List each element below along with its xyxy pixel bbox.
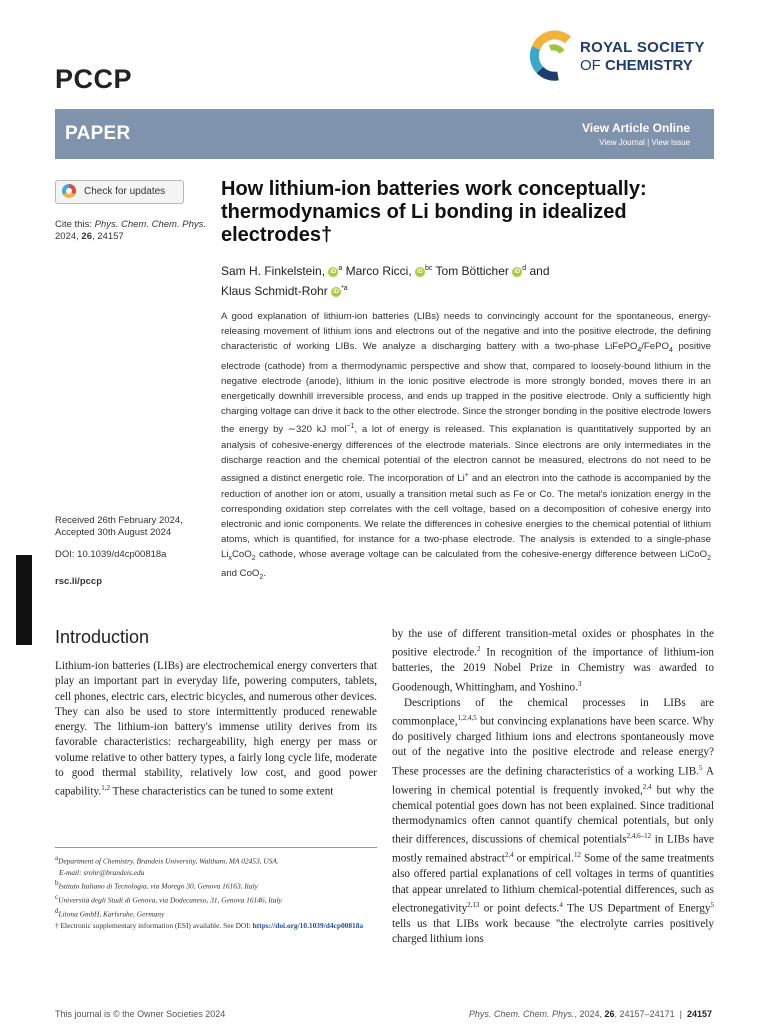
intro-column-2 [392, 627, 714, 948]
footnote-divider [55, 847, 377, 848]
article-type: PAPER [65, 123, 131, 144]
cite-this: Cite this: Phys. Chem. Chem. Phys. 2024, 26, 24157 [55, 219, 207, 242]
rsc-logo-icon [528, 30, 576, 82]
esi-doi-link[interactable]: https://doi.org/10.1039/d4cp00818a [252, 920, 364, 930]
orcid-icon[interactable]: iD [417, 268, 423, 275]
footnote-email: E-mail: srohr@brandeis.edu [59, 867, 145, 877]
footer-citation: Phys. Chem. Chem. Phys., 2024, 26, 24157–24171 | 24157 [468, 1009, 712, 1019]
section-heading-introduction: Introduction [55, 627, 150, 647]
orcid-icon[interactable]: iD [330, 268, 337, 275]
footnote-affiliation: $^b$Istituto Italiano di Tecnologia, via Morego 30, Genova 16163, Italy [55, 879, 258, 891]
view-journal-issue-links[interactable]: View Journal | View Issue [599, 138, 690, 147]
paragraph: by the use of different transition-metal oxides or phosphates in the positive electrode.$^2$ In recognition of the importance of lithium-ion batteries, the 2019 Nobel Prize in Chemistry was awarded to Goodenough, Whittingham, and Yoshino.$^3$ [392, 628, 714, 694]
footer-copyright: This journal is © the Owner Societies 2024 [55, 1009, 226, 1019]
article-title: How lithium-ion batteries work conceptually: thermodynamics of Li bonding in idealized electrodes† [221, 178, 647, 246]
received-dates: Received 26th February 2024, Accepted 30th August 2024 [55, 515, 183, 538]
page-number: 24157 [686, 1009, 712, 1019]
check-for-updates-button[interactable] [55, 180, 184, 204]
check-for-updates-label: Check for updates [84, 186, 166, 197]
author-list: Sam H. Finkelstein, iD $^a$ Marco Ricci, iD $^{bc}$ Tom Bötticher iD $^d$ and Klaus Schmidt-Rohr iD $^{*a}$ [221, 264, 550, 298]
journal-site-link[interactable]: rsc.li/pccp [55, 576, 102, 587]
crossmark-icon [62, 184, 76, 198]
esi-note: † Electronic supplementary information (ESI) available. See DOI: https://doi.org/10.1039/d4cp00818a [55, 920, 364, 930]
publisher-line-1: ROYAL SOCIETY [580, 39, 705, 56]
footnote-affiliation: $^d$Litona GmbH, Karlsruhe, Germany [55, 907, 165, 919]
paragraph: Descriptions of the chemical processes in LIBs are commonplace,$^{1,2,4,5}$ but convincing explanations have been scarce. Why do positively charged lithium ions and electrons spontaneously move out of the negative into the positive electrode and release energy? These processes are the defining characteristics of a working LIB.$^5$ A lowering in chemical potential is frequently invoked,$^{2,4}$ but why the chemical potential goes down has not been explained. Since traditional thermodynamics often cannot quantify chemical potentials, but only their differences, discussions of chemical potentials$^{2,4,6-12}$ in LIBs have mostly remained abstract$^{2,4}$ or empirical.$^{12}$ Some of the same treatments also offered partial explanations of cell voltages in terms of quantities that appear unrelated to lithium chemical-potential differences, such as electronegativity$^{2,13}$ or point defects.$^4$ The US Department of Energy$^5$ tells us that LIBs work because ''the electrolyte carries positively charged lithium ions [392, 696, 714, 946]
abstract: A good explanation of lithium-ion batteries (LIBs) needs to convincingly account for the spontaneous, energy-releasing movement of lithium ions and electrons out of the negative and into the positive electrode, the defining characteristic of working LIBs. We analyze a discharging battery with a two-phase LiFePO$_4$/FePO$_4$ positive electrode (cathode) from a thermodynamic perspective and show that, compared to loosely-bound lithium in the negative electrode (anode), lithium in the ionic positive electrode is more strongly bonded, moves there in an energetically downhill irreversible process, and ends up trapped in the positive electrode. Only a sufficiently high charging voltage can drive it back to the other electrode. Since the stronger bonding in the positive electrode lowers the energy by ∼320 kJ mol$^{-1}$, a lot of energy is released. This explanation is quantitatively supported by an analysis of cohesive-energy differences of the electrode materials. Since electrons are only intermediates in the discharge reaction and the chemical potential of the electron cannot be measured, electrons do not need to be assigned a distinct energetic role. The incorporation of Li+ and an electron into the cathode is accompanied by the reduction of another ion or atom, usually a transition metal such as Fe or Co. The metal's ionization energy in the corresponding oxidation step correlates with the cell voltage, based on a decomposition of cohesive energy into electronic and ionic components. We relate the differences in cohesive energies to the chemical potential of lithium atoms, which is quantified, for instance for a two-phase electrode. The analysis is extended to a single-phase $Li_xCoO_2$ cathode, whose average voltage can be calculated from the cohesive-energy difference between LiCoO$_2$ and CoO$_2$. [221, 311, 712, 582]
doi[interactable]: DOI: 10.1039/d4cp00818a [55, 549, 167, 560]
cc-license-badge[interactable]: cc BY [16, 555, 32, 645]
orcid-icon[interactable]: iD [514, 268, 521, 275]
journal-name: PCCP [55, 64, 133, 94]
footnote-affiliation: $^c$Università degli Studi di Genova, via Dodecaneso, 31, Genova 16146, Italy [55, 893, 282, 905]
view-article-online-link[interactable]: View Article Online [581, 121, 690, 135]
publisher-line-2: OF CHEMISTRY [580, 57, 693, 74]
footnote-affiliation: $^a$Department of Chemistry, Brandeis University, Waltham, MA 02453, USA. [55, 854, 279, 866]
intro-column-1: Lithium-ion batteries (LIBs) are electrochemical energy converters that play an important part in everyday life, powering computers, tablets, cell phones, electric cars, electric bicycles, and numerous other devices. They can also be used to store intermittently produced renewable energy. The lithium-ion battery's immense utility derives from its favorable characteristics: rechargeability, high energy per mass or volume relative to other battery types, a fairly long cycle life, moderate to good thermal stability, relatively low cost, and good power capability.$^{1,2}$ These characteristics can be tuned to some extent [55, 660, 377, 799]
rsc-logo [528, 30, 718, 82]
footnotes [55, 853, 377, 931]
orcid-icon[interactable]: iD [333, 288, 340, 295]
